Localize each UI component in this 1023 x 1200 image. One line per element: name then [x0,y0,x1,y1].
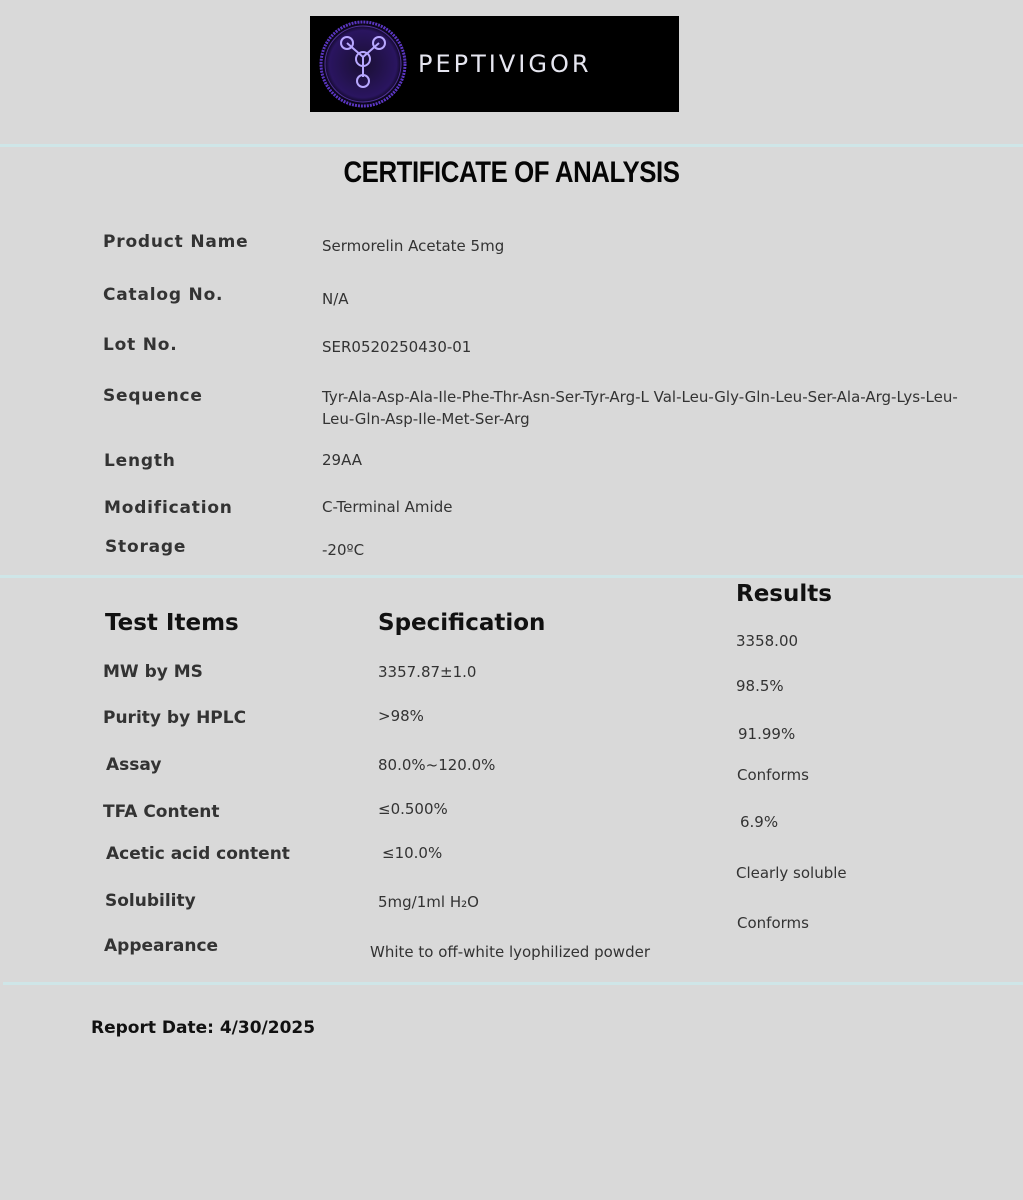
test-specification: 3357.87±1.0 [378,663,477,681]
molecule-icon [318,19,408,109]
report-date: Report Date: 4/30/2025 [91,1018,316,1038]
test-item: TFA Content [103,802,220,822]
test-result: 91.99% [738,725,796,743]
test-item: Solubility [105,891,196,911]
test-result: Conforms [737,766,809,784]
divider-bottom [3,982,1023,985]
test-specification: 5mg/1ml H₂O [378,893,479,911]
product-name-value: Sermorelin Acetate 5mg [322,237,505,255]
test-item: Assay [106,755,162,775]
sequence-label: Sequence [103,386,203,406]
test-item: MW by MS [103,662,203,682]
catalog-no-value: N/A [322,290,349,308]
test-result: Conforms [737,914,809,932]
brand-name: PEPTIVIGOR [418,50,592,78]
modification-label: Modification [104,498,233,518]
test-item: Appearance [104,936,219,956]
test-specification: ≤10.0% [382,844,443,862]
divider-top [0,144,1023,147]
test-specification: 80.0%~120.0% [378,756,496,774]
results-header: Results [736,581,832,607]
test-specification: >98% [378,707,424,725]
modification-value: C-Terminal Amide [322,498,453,516]
test-result: 98.5% [736,677,784,695]
specification-header: Specification [378,610,546,636]
length-value: 29AA [322,451,363,469]
page-title: CERTIFICATE OF ANALYSIS [343,156,680,189]
test-specification: White to off-white lyophilized powder [370,943,650,961]
sequence-value: Tyr-Ala-Asp-Ala-Ile-Phe-Thr-Asn-Ser-Tyr-Arg-L Val-Leu-Gly-Gln-Leu-Ser-Ala-Arg-Lys-Leu-Leu-Gln-Asp-Ile-Met-Ser-Arg [322,388,958,428]
storage-value: -20ºC [322,541,365,559]
product-name-label: Product Name [103,232,249,252]
test-item: Purity by HPLC [103,708,247,728]
test-items-header: Test Items [105,610,239,636]
test-result: 6.9% [740,813,779,831]
lot-no-value: SER0520250430-01 [322,338,472,356]
divider-middle [0,575,1023,578]
lot-no-label: Lot No. [103,335,178,355]
brand-logo [310,16,679,112]
test-specification: ≤0.500% [378,800,448,818]
length-label: Length [104,451,176,471]
test-item: Acetic acid content [106,844,290,864]
catalog-no-label: Catalog No. [103,285,224,305]
test-result: Clearly soluble [736,864,847,882]
test-result: 3358.00 [736,632,799,650]
storage-label: Storage [105,537,187,557]
